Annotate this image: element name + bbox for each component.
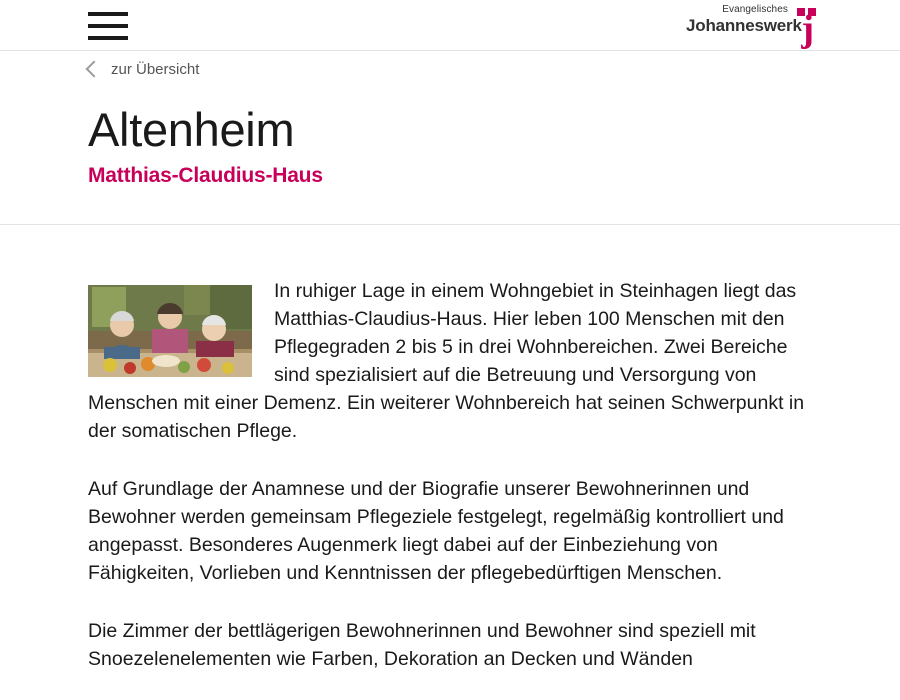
logo-line-johanneswerk: Johanneswerk xyxy=(686,16,802,35)
body-paragraph: Auf Grundlage der Anamnese und der Biografie unserer Bewohnerinnen und Bewohner werden gemeinsam Pflegeziele festgelegt, regelmäßig kontrolliert und angepasst. Besonderes Augenmerk liegt dabei auf der Einbeziehung von Fähigkeiten, Vorlieben und Kenntnissen der pflegebedürftigen Menschen. xyxy=(88,478,784,584)
page-title: Altenheim xyxy=(88,102,295,156)
logo-line-evangelisches: Evangelisches xyxy=(722,4,788,15)
hamburger-menu-icon[interactable] xyxy=(88,12,128,40)
breadcrumb-back-link[interactable] xyxy=(88,61,199,78)
chevron-left-icon xyxy=(86,60,103,77)
photo-illustration xyxy=(88,285,252,377)
body-paragraph: In ruhiger Lage in einem Wohngebiet in Steinhagen liegt das Matthias-Claudius-Haus. Hier leben 100 Menschen mit den Pflegegraden 2 bis 5 in drei Wohnbereichen. Zwei Bereiche sind spezialisiert auf die Betreuung und Versorgung von Menschen mit einer Demenz. Ein weiterer Wohnbereich hat seinen Schwerpunkt in der somatischen Pflege. xyxy=(88,280,805,442)
page-subtitle: Matthias-Claudius-Haus xyxy=(88,163,323,187)
body-paragraph: Die Zimmer der bettlägerigen Bewohnerinnen und Bewohner sind speziell mit Snoezelenelementen wie Farben, Dekoration an Decken und Wänden xyxy=(88,620,756,670)
page-title-block xyxy=(0,51,900,225)
hamburger-bar xyxy=(88,36,128,40)
logo-mark-icon xyxy=(790,6,816,50)
content-image xyxy=(88,285,252,377)
hamburger-bar xyxy=(88,24,128,28)
hamburger-bar xyxy=(88,12,128,16)
breadcrumb-back-label: zur Übersicht xyxy=(111,61,200,78)
logo-letter-j: j xyxy=(801,8,814,50)
site-header xyxy=(0,0,900,51)
site-logo[interactable] xyxy=(686,4,816,50)
main-content xyxy=(0,225,900,673)
